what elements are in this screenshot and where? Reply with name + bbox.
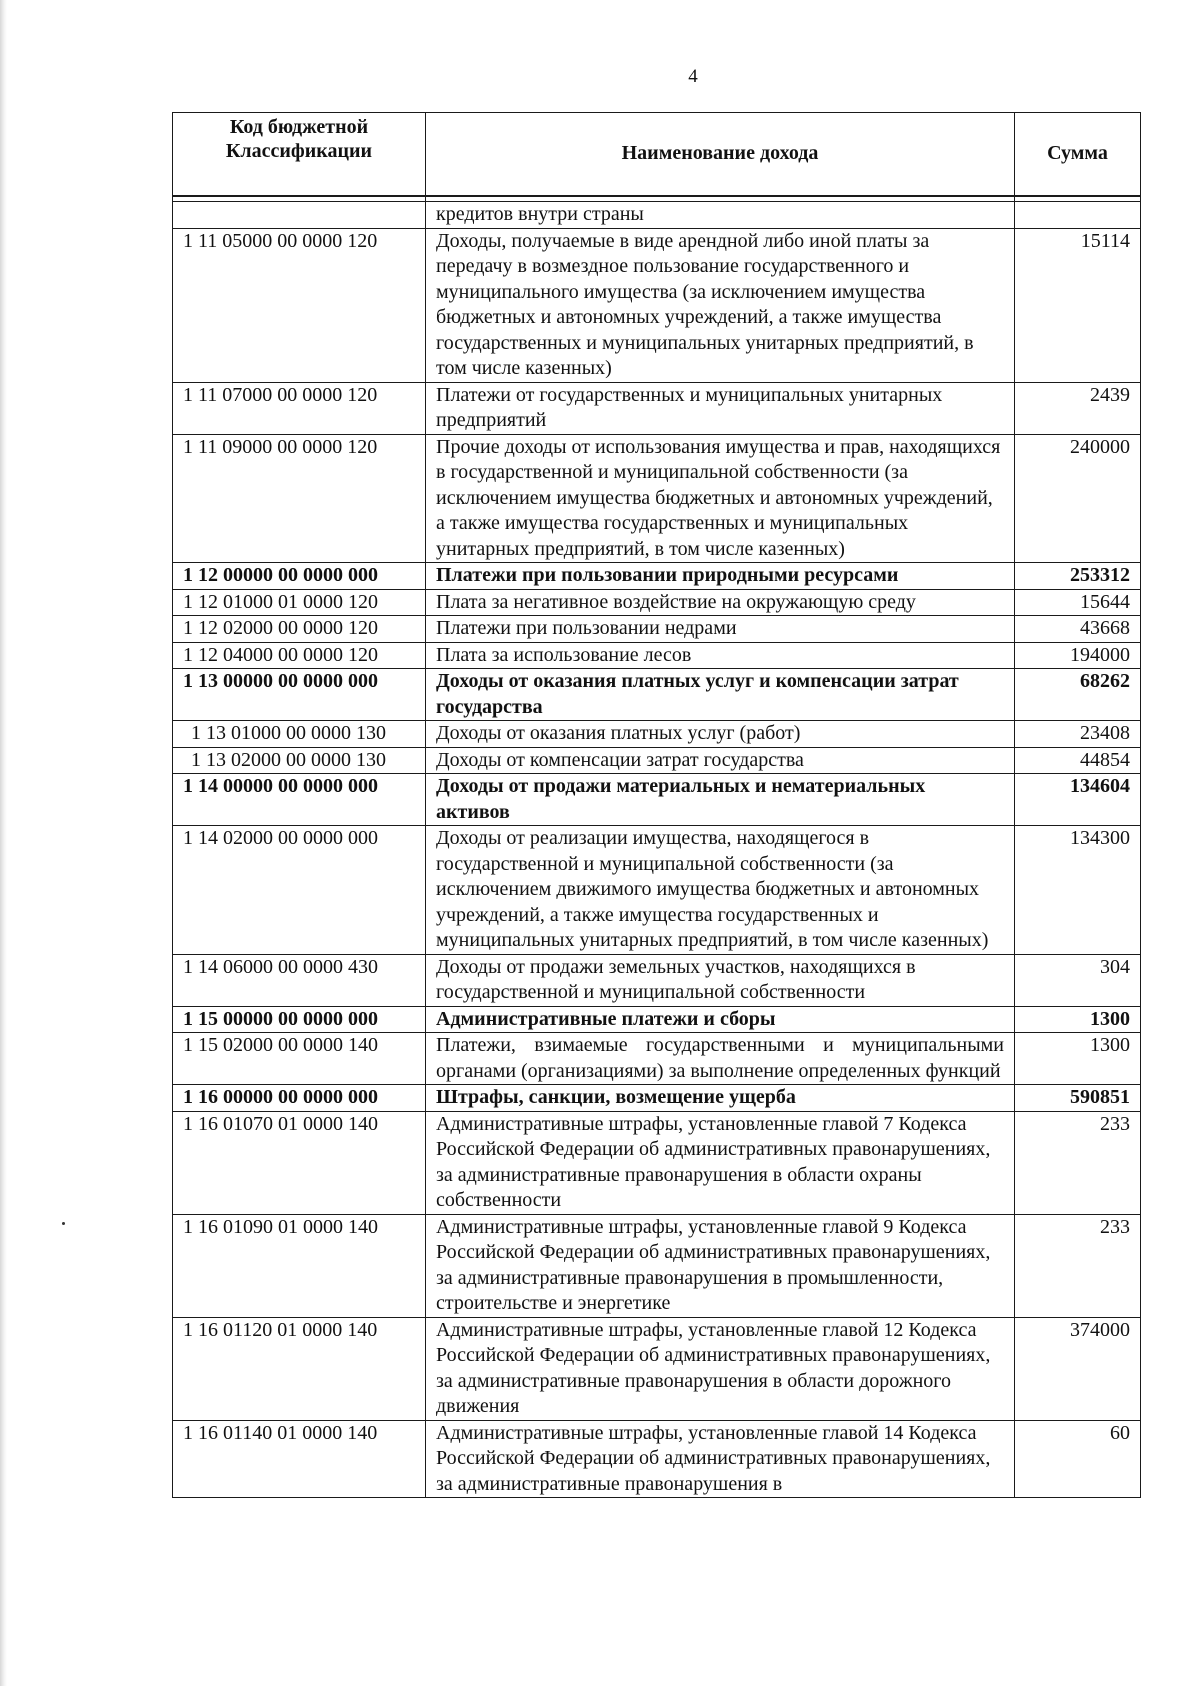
row-sum: 23408 [1015, 721, 1141, 748]
row-code: 1 14 02000 00 0000 000 [173, 826, 426, 955]
row-code: 1 12 02000 00 0000 120 [173, 616, 426, 643]
row-name: Платежи, взимаемые государственными и муниципальными органами (организациями) за выполнение определенных функций [426, 1033, 1015, 1085]
row-code: 1 16 00000 00 0000 000 [173, 1085, 426, 1112]
header-code-line2: Классификации [225, 140, 373, 162]
row-code: 1 16 01090 01 0000 140 [173, 1214, 426, 1317]
row-code: 1 11 05000 00 0000 120 [173, 228, 426, 382]
row-code: 1 13 00000 00 0000 000 [173, 669, 426, 721]
row-code [173, 202, 426, 229]
table-row [173, 228, 1141, 382]
row-name: Платежи от государственных и муниципальных унитарных предприятий [426, 382, 1015, 434]
row-sum: 233 [1015, 1111, 1141, 1214]
table-row [173, 1033, 1141, 1085]
row-sum [1015, 202, 1141, 229]
row-code: 1 13 01000 00 0000 130 [173, 721, 426, 748]
row-sum: 194000 [1015, 642, 1141, 669]
row-name: Административные штрафы, установленные главой 12 Кодекса Российской Федерации об административных правонарушениях, за административные правонарушения в области дорожного движения [426, 1317, 1015, 1420]
header-sum: Сумма [1015, 113, 1141, 197]
row-code: 1 12 04000 00 0000 120 [173, 642, 426, 669]
row-name: Доходы от оказания платных услуг (работ) [426, 721, 1015, 748]
row-code: 1 16 01070 01 0000 140 [173, 1111, 426, 1214]
table-row [173, 1111, 1141, 1214]
table-header [173, 113, 1141, 197]
table-row [173, 382, 1141, 434]
row-sum: 15644 [1015, 589, 1141, 616]
row-code: 1 11 07000 00 0000 120 [173, 382, 426, 434]
row-name: Штрафы, санкции, возмещение ущерба [426, 1085, 1015, 1112]
table-row [173, 1420, 1141, 1498]
scan-speck [62, 1222, 65, 1225]
row-code: 1 15 02000 00 0000 140 [173, 1033, 426, 1085]
row-code: 1 11 09000 00 0000 120 [173, 434, 426, 563]
table-row [173, 563, 1141, 590]
table-row [173, 826, 1141, 955]
row-name: Плата за негативное воздействие на окружающую среду [426, 589, 1015, 616]
table-row [173, 1006, 1141, 1033]
row-name: Административные штрафы, установленные главой 14 Кодекса Российской Федерации об административных правонарушениях, за административные правонарушения в [426, 1420, 1015, 1498]
row-name: Доходы, получаемые в виде арендной либо иной платы за передачу в возмездное пользование государственного и муниципального имущества (за исключением имущества бюджетных и автономных учреждений, а также имущества государственных и муниципальных унитарных предприятий, в том числе казенных) [426, 228, 1015, 382]
row-sum: 15114 [1015, 228, 1141, 382]
row-sum: 2439 [1015, 382, 1141, 434]
table-row [173, 202, 1141, 229]
header-code-line1: Код бюджетной [229, 116, 369, 138]
table-row [173, 642, 1141, 669]
row-name: Административные штрафы, установленные главой 7 Кодекса Российской Федерации об административных правонарушениях, за административные правонарушения в области охраны собственности [426, 1111, 1015, 1214]
table-row [173, 954, 1141, 1006]
row-sum: 1300 [1015, 1006, 1141, 1033]
table-row [173, 1214, 1141, 1317]
row-name: кредитов внутри страны [426, 202, 1015, 229]
row-sum: 44854 [1015, 747, 1141, 774]
table-row [173, 747, 1141, 774]
row-sum: 60 [1015, 1420, 1141, 1498]
row-code: 1 16 01120 01 0000 140 [173, 1317, 426, 1420]
row-code: 1 12 00000 00 0000 000 [173, 563, 426, 590]
row-name: Доходы от продажи материальных и нематериальных активов [426, 774, 1015, 826]
row-sum: 374000 [1015, 1317, 1141, 1420]
row-name: Доходы от оказания платных услуг и компенсации затрат государства [426, 669, 1015, 721]
row-code: 1 14 06000 00 0000 430 [173, 954, 426, 1006]
table-row [173, 721, 1141, 748]
row-code: 1 14 00000 00 0000 000 [173, 774, 426, 826]
header-name: Наименование дохода [426, 113, 1015, 197]
scan-edge [0, 0, 7, 1686]
table-body [173, 196, 1141, 1498]
row-sum: 43668 [1015, 616, 1141, 643]
table-row [173, 1317, 1141, 1420]
row-name: Прочие доходы от использования имущества и прав, находящихся в государственной и муниципальной собственности (за исключением имущества бюджетных и автономных учреждений, а также имущества государственных и муниципальных унитарных предприятий, в том числе казенных) [426, 434, 1015, 563]
row-name: Административные платежи и сборы [426, 1006, 1015, 1033]
row-sum: 233 [1015, 1214, 1141, 1317]
table-row [173, 1085, 1141, 1112]
row-name: Доходы от продажи земельных участков, находящихся в государственной и муниципальной собственности [426, 954, 1015, 1006]
revenue-table [172, 112, 1141, 1498]
table-row [173, 669, 1141, 721]
row-sum: 240000 [1015, 434, 1141, 563]
row-code: 1 16 01140 01 0000 140 [173, 1420, 426, 1498]
table-row [173, 434, 1141, 563]
table-row [173, 616, 1141, 643]
row-name: Плата за использование лесов [426, 642, 1015, 669]
page-number: 4 [688, 66, 698, 87]
row-sum: 304 [1015, 954, 1141, 1006]
row-name: Доходы от реализации имущества, находящегося в государственной и муниципальной собственности (за исключением движимого имущества бюджетных и автономных учреждений, а также имущества государственных и муниципальных унитарных предприятий, в том числе казенных) [426, 826, 1015, 955]
table-row [173, 774, 1141, 826]
row-name: Платежи при пользовании природными ресурсами [426, 563, 1015, 590]
row-code: 1 15 00000 00 0000 000 [173, 1006, 426, 1033]
row-name: Доходы от компенсации затрат государства [426, 747, 1015, 774]
row-code: 1 13 02000 00 0000 130 [173, 747, 426, 774]
row-code: 1 12 01000 01 0000 120 [173, 589, 426, 616]
row-sum: 134604 [1015, 774, 1141, 826]
row-sum: 68262 [1015, 669, 1141, 721]
row-sum: 1300 [1015, 1033, 1141, 1085]
row-sum: 590851 [1015, 1085, 1141, 1112]
row-sum: 134300 [1015, 826, 1141, 955]
row-name: Платежи при пользовании недрами [426, 616, 1015, 643]
table-row [173, 589, 1141, 616]
header-code [173, 113, 426, 197]
row-sum: 253312 [1015, 563, 1141, 590]
row-name: Административные штрафы, установленные главой 9 Кодекса Российской Федерации об административных правонарушениях, за административные правонарушения в промышленности, строительстве и энергетике [426, 1214, 1015, 1317]
